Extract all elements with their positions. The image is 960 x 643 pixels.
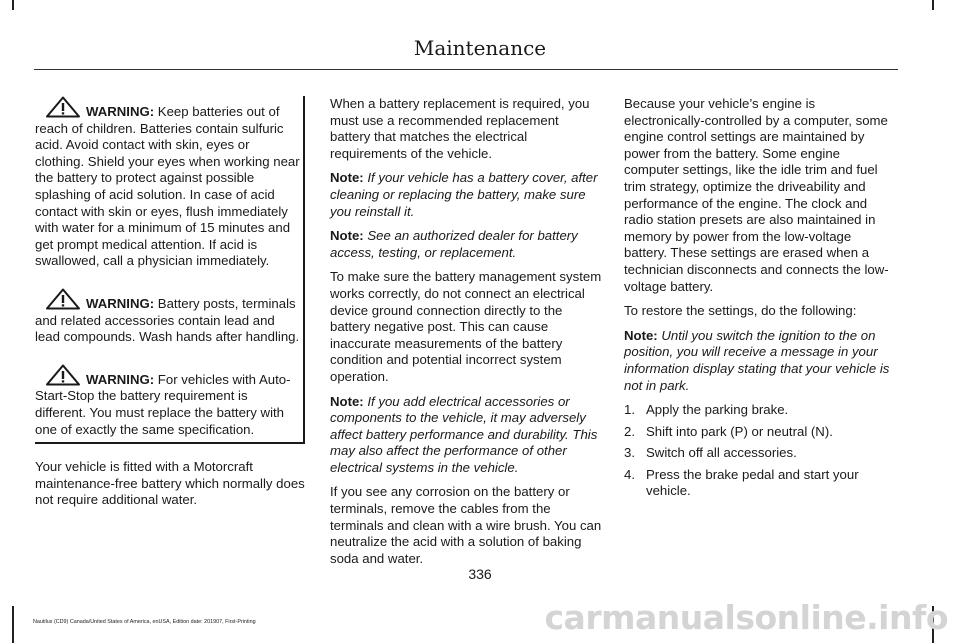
restore-intro: To restore the settings, do the following:: [624, 303, 857, 319]
crop-mark-bottom-left: [12, 606, 14, 643]
warning-text: For vehicles with Auto-Start-Stop the battery requirement is different. You must replace the battery with one of exactly the same specification.: [35, 371, 291, 437]
restore-steps-list: [624, 402, 896, 500]
note-dealer: [330, 228, 602, 261]
battery-description: Your vehicle is fitted with a Motorcraft maintenance-free battery which normally does not require additional water.: [35, 459, 305, 508]
edition-footer: Nautilus (CD9) Canada/United States of America, enUSA, Edition date: 201907, First-Printing: [33, 619, 256, 625]
list-item: [624, 424, 896, 441]
warning-label: WARNING:: [86, 295, 155, 311]
warning-triangle-icon: [45, 288, 81, 310]
step-text: Apply the parking brake.: [646, 402, 789, 418]
note-label: Note:: [624, 327, 658, 343]
note-label: Note:: [330, 228, 364, 244]
step-number: 4.: [624, 466, 635, 482]
warning-triangle-icon: [45, 96, 81, 118]
column-2: [330, 96, 602, 575]
step-number: 2.: [624, 423, 635, 439]
note-label: Note:: [330, 170, 364, 186]
header-divider: [34, 69, 898, 70]
note-ignition: [624, 328, 896, 394]
crop-mark-top-right: [932, 0, 934, 10]
note-text: If you add electrical accessories or components to the vehicle, it may adversely affect battery performance and durability. This may also affect the performance of other electrical systems in the vehicle.: [330, 393, 598, 475]
list-item: [624, 402, 896, 419]
column-3: [624, 96, 896, 505]
step-number: 3.: [624, 445, 635, 461]
column-1: [35, 96, 305, 517]
note-text: If your vehicle has a battery cover, after cleaning or replacing the battery, make sure you reinstall it.: [330, 170, 598, 219]
replacement-paragraph: When a battery replacement is required, you must use a recommended replacement battery that matches the electrical requirements of the vehicle.: [330, 96, 590, 161]
note-text: Until you switch the ignition to the on position, you will receive a message in your information display stating that your vehicle is not in park.: [624, 327, 890, 393]
list-item: [624, 445, 896, 462]
step-text: Shift into park (P) or neutral (N).: [646, 423, 833, 439]
corrosion-paragraph: If you see any corrosion on the battery or terminals, remove the cables from the terminals and clean with a wire brush. You can neutralize the acid with a solution of baking soda and water.: [330, 484, 602, 566]
management-paragraph: To make sure the battery management system works correctly, do not connect an electrical device ground connection directly to the battery negative post. This can cause inaccurate measurements of the battery condition and potential incorrect system operation.: [330, 269, 602, 384]
note-accessories: [330, 394, 602, 477]
page-number: 336: [468, 566, 492, 582]
crop-mark-top-left: [12, 0, 14, 10]
note-label: Note:: [330, 393, 364, 409]
watermark-logo: carmanualsonline.info: [544, 598, 948, 637]
note-text: See an authorized dealer for battery access, testing, or replacement.: [330, 228, 578, 260]
warning-2: [35, 288, 301, 346]
warning-label: WARNING:: [86, 371, 155, 387]
warning-text: Battery posts, terminals and related accessories contain lead and lead compounds. Wash hands after handling.: [35, 295, 300, 345]
warning-triangle-icon: [45, 364, 81, 386]
warning-3: [35, 364, 301, 438]
warning-text: Keep batteries out of reach of children. Batteries contain sulfuric acid. Avoid contact with skin, eyes or clothing. Shield your eyes when working near the battery to protect against possible splashing of acid solution. In case of acid contact with skin or eyes, flush immediately with water for a minimum of 15 minutes and get prompt medical attention. If acid is swallowed, call a physician immediately.: [35, 104, 300, 269]
page-header-title: Maintenance: [413, 36, 547, 60]
warning-box: [35, 96, 305, 444]
engine-settings-paragraph: Because your vehicle’s engine is electronically-controlled by a computer, some engine control settings are maintained by power from the battery. Some engine computer settings, like the idle trim and fuel trim strategy, optimize the driveability and performance of the engine. The clock and radio station presets are also maintained in memory by power from the low-voltage battery. These settings are erased when a technician disconnects and connects the low-voltage battery.: [624, 96, 889, 294]
step-text: Press the brake pedal and start your vehicle.: [646, 466, 859, 499]
step-text: Switch off all accessories.: [646, 445, 797, 461]
warning-label: WARNING:: [86, 104, 155, 119]
note-battery-cover: [330, 170, 602, 220]
step-number: 1.: [624, 402, 635, 418]
list-item: [624, 467, 896, 500]
warning-1: [35, 96, 301, 270]
